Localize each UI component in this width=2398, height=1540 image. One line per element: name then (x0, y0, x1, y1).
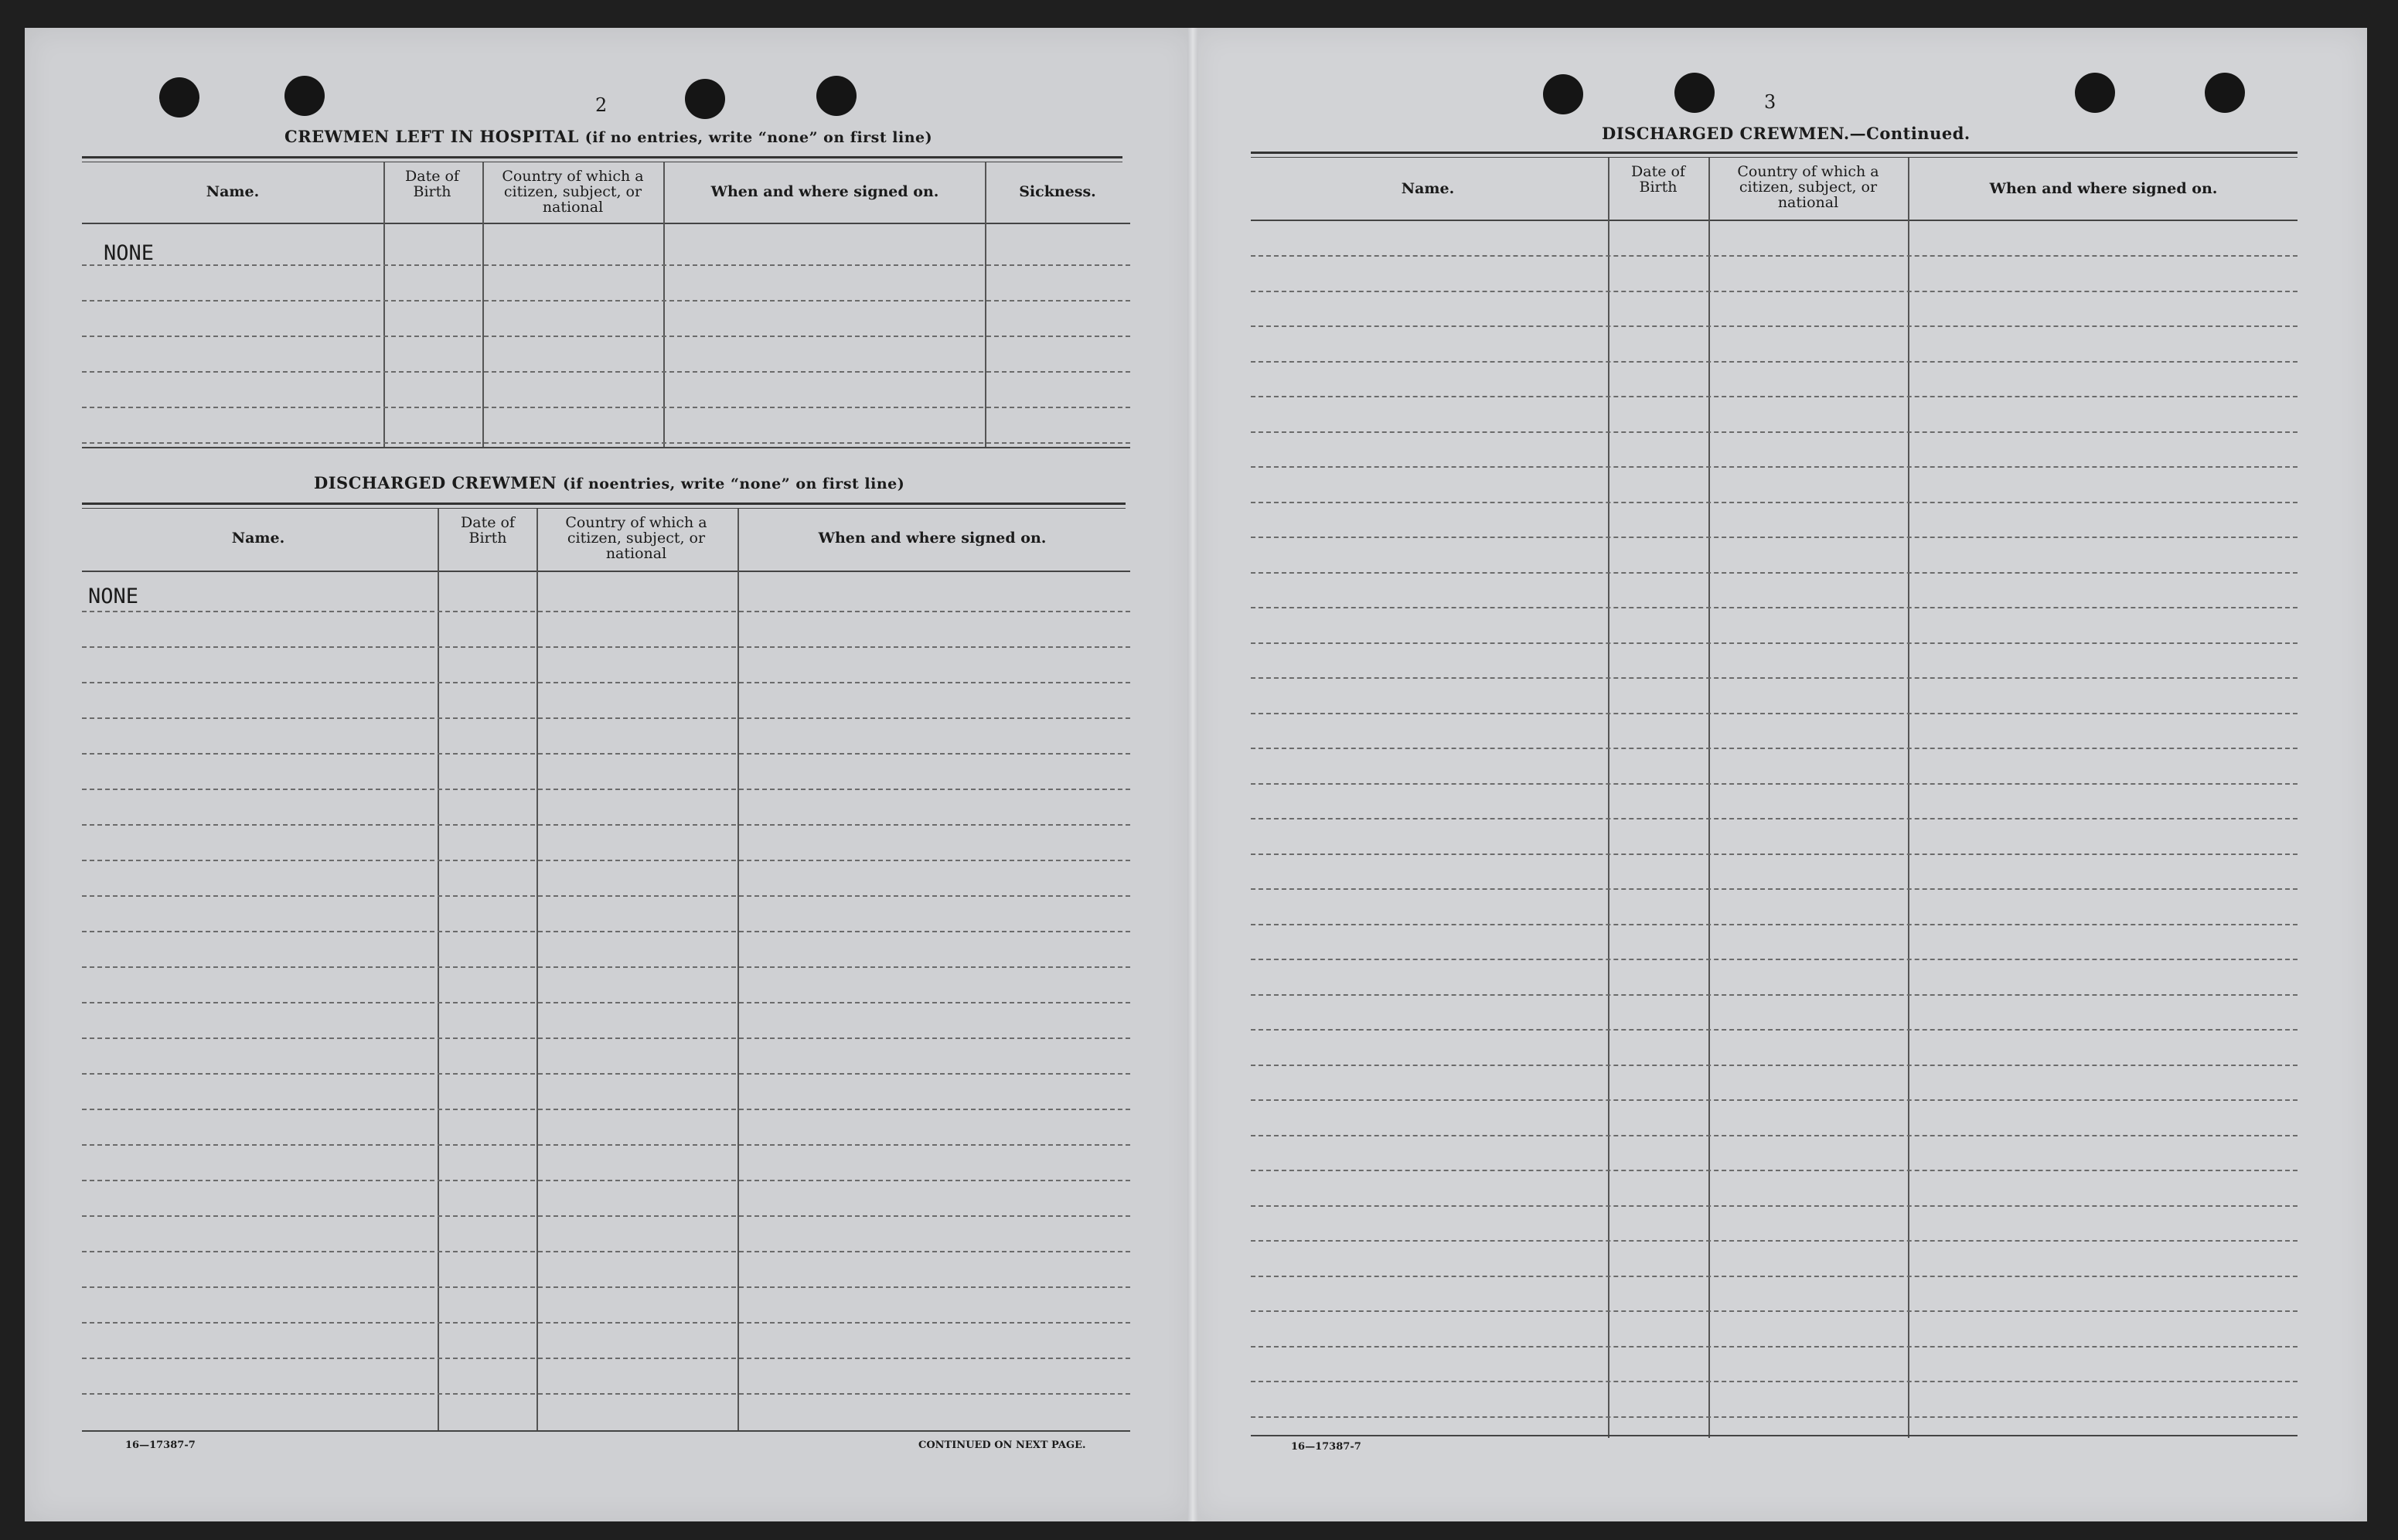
discharged-header-dob: Date of Birth (461, 514, 515, 547)
column-divider (1908, 158, 1909, 1438)
form-row-line (82, 1251, 1130, 1252)
header-bottom-rule (1251, 220, 2298, 221)
discharged-instruction: (if noentries, write “none” on first line) (562, 475, 905, 492)
form-row-line (82, 1073, 1130, 1075)
hospital-header-sickness: Sickness. (1019, 183, 1096, 200)
punch-hole (1674, 73, 1715, 113)
discharged-header-name: Name. (231, 530, 285, 547)
form-row-line (1251, 748, 2298, 749)
form-row-line (1251, 537, 2298, 538)
form-row-line (82, 931, 1130, 932)
discharged-title-text: DISCHARGED CREWMEN (314, 473, 557, 492)
form-row-line (82, 682, 1130, 683)
form-row-line (1251, 642, 2298, 644)
form-row-line (82, 1037, 1130, 1039)
punch-hole (1543, 74, 1583, 114)
form-row-line (1251, 502, 2298, 503)
form-row-line (1251, 677, 2298, 679)
form-row-line (1251, 994, 2298, 996)
form-row-line (82, 753, 1130, 755)
form-row-line (82, 789, 1130, 790)
hospital-section-title (284, 127, 932, 146)
form-row-line (1251, 1205, 2298, 1207)
form-row-line (1251, 1310, 2298, 1312)
form-row-line (82, 1109, 1130, 1110)
form-row-line (82, 407, 1130, 408)
discharged-header-signed-on: When and where signed on. (818, 530, 1047, 547)
form-row-line (1251, 1065, 2298, 1066)
form-number: 16—17387-7 (1291, 1441, 1361, 1453)
form-row-line (82, 1322, 1130, 1324)
form-row-line (82, 611, 1130, 612)
form-row-line (82, 300, 1130, 302)
form-row-line (82, 1393, 1130, 1395)
discharged-header-country: Country of which a citizen, subject, or national (565, 514, 707, 562)
form-row-line (1251, 1346, 2298, 1348)
form-row-line (82, 824, 1130, 826)
page-gutter (1187, 28, 1198, 1521)
column-divider (1608, 158, 1609, 1438)
column-divider (663, 162, 665, 448)
form-row-line (1251, 818, 2298, 819)
continued-note: CONTINUED ON NEXT PAGE. (918, 1439, 1086, 1451)
header-bottom-rule (82, 223, 1130, 224)
table-top-rule (1251, 152, 2298, 154)
right-page (1194, 28, 2367, 1521)
column-divider (1708, 158, 1710, 1438)
form-row-line (82, 966, 1130, 968)
form-row-line (1251, 255, 2298, 257)
form-number: 16—17387-7 (125, 1439, 196, 1451)
form-row-line (1251, 361, 2298, 363)
punch-hole (2075, 73, 2115, 113)
continued-header-name: Name. (1401, 180, 1455, 197)
hospital-header-country: Country of which a citizen, subject, or national (502, 168, 644, 216)
form-row-line (82, 717, 1130, 719)
hospital-title-text: CREWMEN LEFT IN HOSPITAL (284, 127, 579, 146)
punch-hole (2205, 73, 2245, 113)
continued-section-title: DISCHARGED CREWMEN.—Continued. (1602, 124, 1971, 143)
form-row-line (1251, 1381, 2298, 1382)
form-row-line (1251, 888, 2298, 890)
page-number: 3 (1764, 91, 1776, 113)
form-row-line (82, 895, 1130, 897)
table-top-rule (82, 508, 1126, 509)
column-divider (383, 162, 385, 448)
form-row-line (1251, 431, 2298, 433)
continued-bottom-rule (1251, 1435, 2298, 1436)
form-row-line (82, 371, 1130, 373)
form-row-line (1251, 1135, 2298, 1136)
hospital-instruction: (if no entries, write “none” on first line) (584, 129, 933, 146)
punch-hole (284, 76, 325, 116)
form-row-line (1251, 291, 2298, 292)
table-top-rule (82, 503, 1126, 505)
form-row-line (82, 264, 1130, 266)
table-top-rule (1251, 157, 2298, 158)
form-row-line (1251, 853, 2298, 855)
left-page (25, 28, 1194, 1521)
form-row-line (1251, 1029, 2298, 1031)
discharged-bottom-rule (82, 1430, 1130, 1432)
form-row-line (1251, 325, 2298, 327)
form-row-line (1251, 396, 2298, 397)
punch-hole (816, 76, 857, 116)
hospital-bottom-rule (82, 447, 1130, 448)
form-row-line (82, 1144, 1130, 1146)
form-row-line (82, 336, 1130, 337)
form-row-line (1251, 1240, 2298, 1242)
hospital-header-signed-on: When and where signed on. (710, 183, 939, 200)
form-row-line (82, 442, 1130, 444)
form-row-line (1251, 959, 2298, 960)
column-divider (482, 162, 484, 448)
continued-header-country: Country of which a citizen, subject, or national (1737, 163, 1879, 211)
page-number: 2 (595, 94, 608, 116)
form-row-line (82, 1215, 1130, 1217)
hospital-entry-none: NONE (104, 241, 155, 265)
form-row-line (82, 860, 1130, 861)
form-row-line (82, 1358, 1130, 1359)
form-row-line (1251, 783, 2298, 785)
column-divider (985, 162, 986, 448)
discharged-entry-none: NONE (88, 584, 139, 608)
form-row-line (1251, 607, 2298, 608)
form-row-line (1251, 924, 2298, 925)
form-row-line (1251, 713, 2298, 714)
form-row-line (1251, 572, 2298, 574)
form-row-line (1251, 1276, 2298, 1277)
punch-hole (685, 79, 725, 119)
form-row-line (82, 1180, 1130, 1181)
discharged-section-title (314, 473, 904, 492)
punch-hole (159, 77, 199, 118)
form-row-line (1251, 466, 2298, 468)
form-row-line (1251, 1099, 2298, 1101)
form-row-line (82, 1002, 1130, 1003)
form-row-line (82, 646, 1130, 648)
hospital-header-name: Name. (206, 183, 260, 200)
continued-header-signed-on: When and where signed on. (1989, 180, 2218, 197)
header-bottom-rule (82, 571, 1130, 572)
continued-header-dob: Date of Birth (1631, 163, 1685, 196)
form-row-line (82, 1286, 1130, 1288)
hospital-header-dob: Date of Birth (405, 168, 459, 200)
table-top-rule (82, 156, 1122, 158)
form-row-line (1251, 1416, 2298, 1418)
form-row-line (1251, 1170, 2298, 1171)
